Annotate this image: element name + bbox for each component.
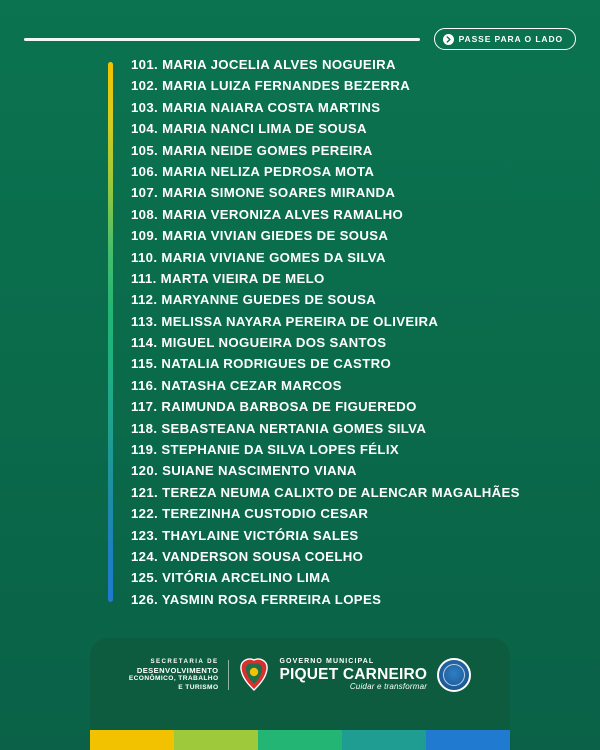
list-item: 125. VITÓRIA ARCELINO LIMA <box>131 570 331 586</box>
government-logo <box>279 658 427 692</box>
government-line1: GOVERNO MUNICIPAL <box>279 658 375 666</box>
list-item: 102. MARIA LUIZA FERNANDES BEZERRA <box>131 78 411 94</box>
secretariat-line4: E TURISMO <box>178 683 219 691</box>
list-item: 120. SUIANE NASCIMENTO VIANA <box>131 463 357 479</box>
government-tagline: Cuidar e transformar <box>349 681 428 691</box>
secretariat-line1: SECRETARIA DE <box>150 658 219 666</box>
list-item: 122. TEREZINHA CUSTODIO CESAR <box>131 506 369 522</box>
list-item: 101. MARIA JOCELIA ALVES NOGUEIRA <box>131 57 396 72</box>
list-item: 118. SEBASTEANA NERTANIA GOMES SILVA <box>131 420 427 436</box>
gradient-accent-bar <box>108 62 113 602</box>
stripe-4 <box>342 730 426 750</box>
list-item: 107. MARIA SIMONE SOARES MIRANDA <box>131 185 396 201</box>
list-item: 114. MIGUEL NOGUEIRA DOS SANTOS <box>131 335 387 351</box>
list-item: 116. NATASHA CEZAR MARCOS <box>131 377 342 393</box>
names-list <box>108 56 580 608</box>
list-item: 109. MARIA VIVIAN GIEDES DE SOUSA <box>131 228 389 244</box>
municipal-crest-icon <box>239 658 269 692</box>
swipe-next-label: PASSE PARA O LADO <box>458 34 563 44</box>
header <box>0 26 600 52</box>
footer-panel <box>90 638 510 750</box>
list-item: 111. MARTA VIEIRA DE MELO <box>131 270 325 286</box>
list-item: 105. MARIA NEIDE GOMES PEREIRA <box>131 142 373 158</box>
list-item: 124. VANDERSON SOUSA COELHO <box>131 548 364 564</box>
list-item: 121. TEREZA NEUMA CALIXTO DE ALENCAR MAGALHÃES <box>131 484 520 500</box>
list-item: 110. MARIA VIVIANE GOMES DA SILVA <box>131 249 386 265</box>
swipe-next-button[interactable] <box>434 28 576 50</box>
stripe-1 <box>90 730 174 750</box>
secretariat-line2: DESENVOLVIMENTO <box>136 665 219 675</box>
stripe-2 <box>174 730 258 750</box>
list-item: 126. YASMIN ROSA FERREIRA LOPES <box>131 591 382 607</box>
list-item: 117. RAIMUNDA BARBOSA DE FIGUEREDO <box>131 399 417 415</box>
list-item: 115. NATALIA RODRIGUES DE CASTRO <box>131 356 392 372</box>
chevron-right-icon <box>443 34 454 45</box>
list-item: 108. MARIA VERONIZA ALVES RAMALHO <box>131 206 404 222</box>
list-item: 103. MARIA NAIARA COSTA MARTINS <box>131 99 381 115</box>
list-item: 123. THAYLAINE VICTÓRIA SALES <box>131 527 359 543</box>
list-item: 113. MELISSA NAYARA PEREIRA DE OLIVEIRA <box>131 313 439 329</box>
list-item: 106. MARIA NELIZA PEDROSA MOTA <box>131 163 375 179</box>
list-item: 119. STEPHANIE DA SILVA LOPES FÉLIX <box>131 442 399 458</box>
footer-divider <box>228 660 229 690</box>
secretariat-logo <box>129 658 219 692</box>
list-item: 112. MARYANNE GUEDES DE SOUSA <box>131 292 377 308</box>
stripe-3 <box>258 730 342 750</box>
government-line2: PIQUET CARNEIRO <box>279 665 428 683</box>
municipal-seal-icon <box>437 658 471 692</box>
secretariat-line3: ECONÔMICO, TRABALHO <box>128 675 219 683</box>
names-column <box>131 56 580 608</box>
footer-logos <box>90 658 510 692</box>
list-item: 104. MARIA NANCI LIMA DE SOUSA <box>131 121 367 137</box>
stripe-5 <box>426 730 510 750</box>
footer-stripes <box>90 730 510 750</box>
header-divider <box>24 38 420 41</box>
